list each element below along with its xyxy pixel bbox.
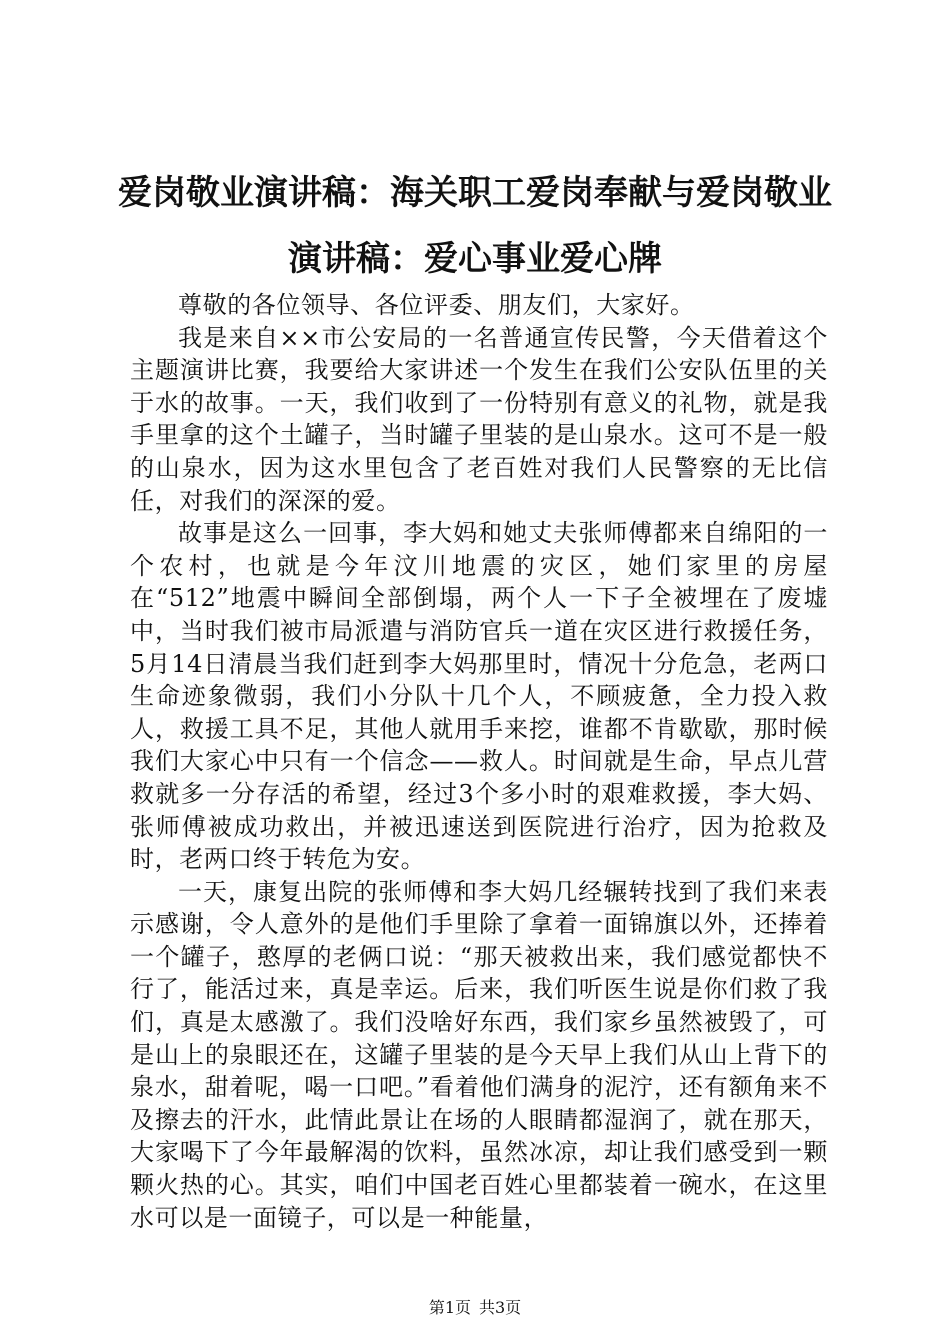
page-footer [0,1298,950,1318]
page-number: 第1页 [428,1298,471,1317]
paragraph-greeting: 尊敬的各位领导、各位评委、朋友们，大家好。 [178,291,695,319]
page-total: 共3页 [479,1298,522,1317]
paragraph-introduction: 我是来自××市公安局的一名普通宣传民警，今天借着这个主题演讲比赛，我要给大家讲述一个发生在我们公安队伍里的关于水的故事。一天，我们收到了一份特别有意义的礼物，就是我手里拿的这个土罐子，当时罐子里装的是山泉水。这可不是一般的山泉水，因为这水里包含了老百姓对我们人民警察的无比信任，对我们的深深的爱。 [130,323,828,515]
document-title: 爱岗敬业演讲稿：海关职工爱岗奉献与爱岗敬业演讲稿：爱心事业爱心牌 [118,173,832,279]
document-body [130,289,828,1234]
paragraph-rescue-story: 故事是这么一回事，李大妈和她丈夫张师傅都来自绵阳的一个农村，也就是今年汶川地震的灾区，她们家里的房屋在“512”地震中瞬间全部倒塌，两个人一下子全被埋在了废墟中，当时我们被市局派遣与消防官兵一道在灾区进行救援任务，5月14日清晨当我们赶到李大妈那里时，情况十分危急，老两口生命迹象微弱，我们小分队十几个人，不顾疲惫，全力投入救人，救援工具不足，其他人就用手来挖，谁都不肯歇歇，那时候我们大家心中只有一个信念——救人。时间就是生命，早点儿营救就多一分存活的希望，经过3个多小时的艰难救援，李大妈、张师傅被成功救出，并被迅速送到医院进行治疗，因为抢救及时，老两口终于转危为安。 [130,519,828,874]
paragraph-gratitude: 一天，康复出院的张师傅和李大妈几经辗转找到了我们来表示感谢，令人意外的是他们手里除了拿着一面锦旗以外，还捧着一个罐子，憨厚的老俩口说：“那天被救出来，我们感觉都快不行了，能活过来，真是幸运。后来，我们听医生说是你们救了我们，真是太感激了。我们没啥好东西，我们家乡虽然被毁了，可是山上的泉眼还在，这罐子里装的是今天早上我们从山上背下的泉水，甜着呢，喝一口吧。”看着他们满身的泥泞，还有额角来不及擦去的汗水，此情此景让在场的人眼睛都湿润了，就在那天，大家喝下了今年最解渴的饮料，虽然冰凉，却让我们感受到一颗颗火热的心。其实，咱们中国老百姓心里都装着一碗水，在这里水可以是一面镜子，可以是一种能量， [130,877,828,1232]
